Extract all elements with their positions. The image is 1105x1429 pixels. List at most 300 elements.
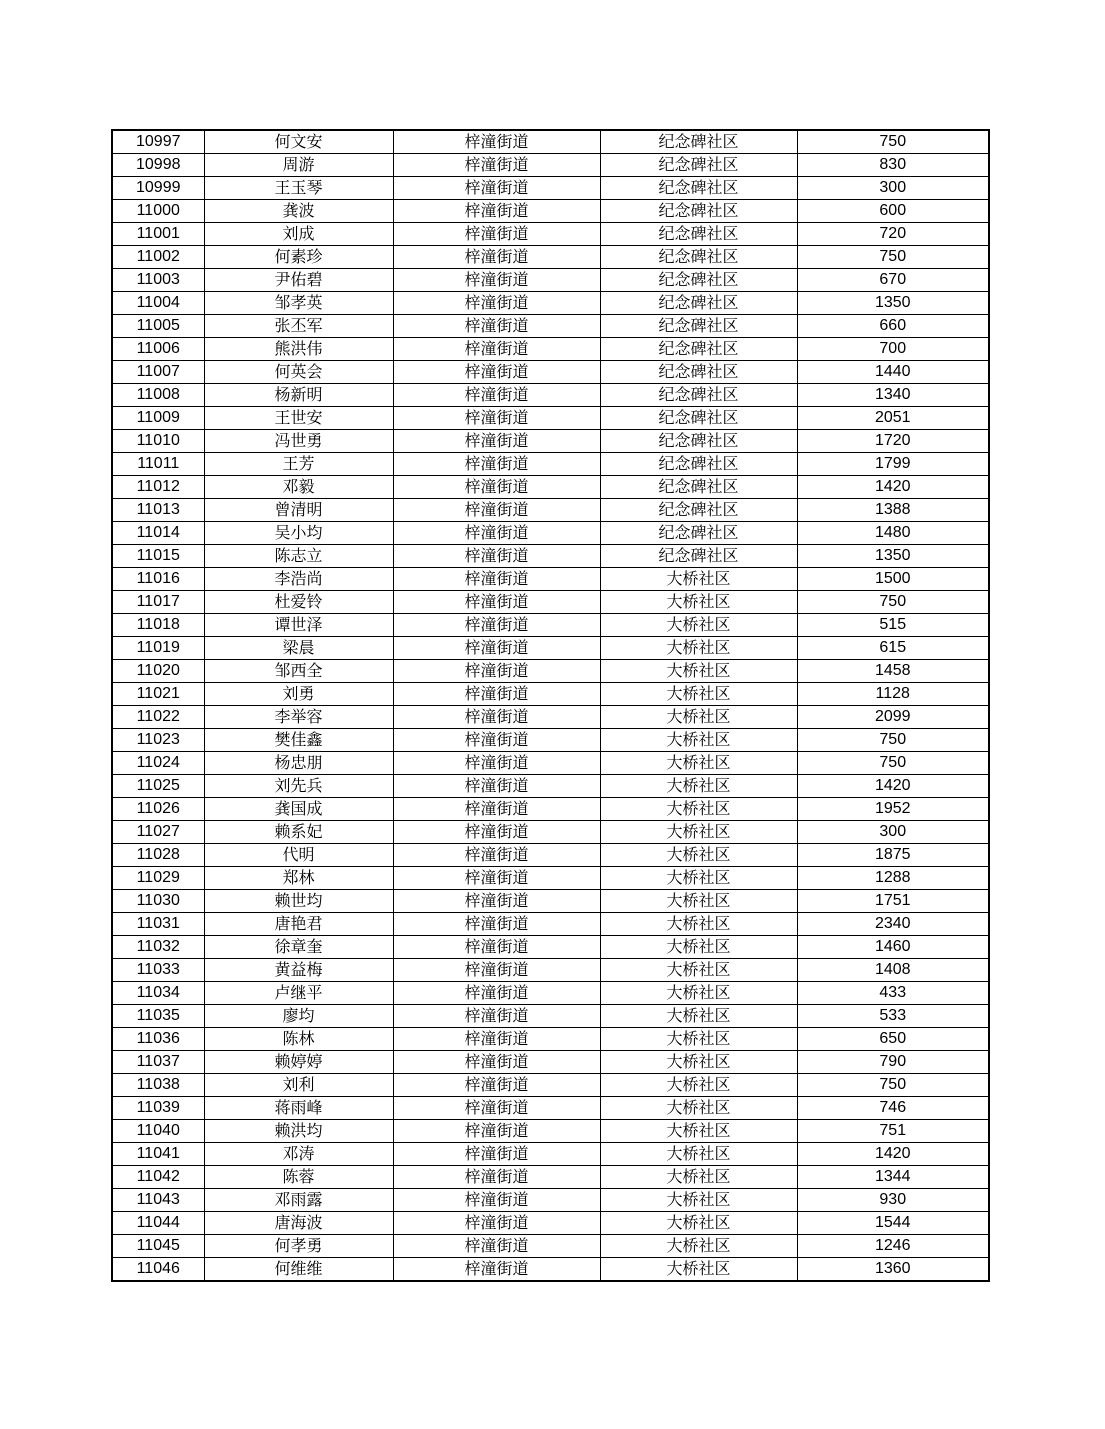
cell-community: 大桥社区 bbox=[600, 1028, 797, 1051]
cell-name: 赖婷婷 bbox=[204, 1051, 393, 1074]
cell-name: 赖系妃 bbox=[204, 821, 393, 844]
cell-amount: 433 bbox=[797, 982, 989, 1005]
cell-id: 11027 bbox=[112, 821, 204, 844]
cell-id: 10997 bbox=[112, 130, 204, 154]
cell-id: 11025 bbox=[112, 775, 204, 798]
table-row bbox=[112, 476, 989, 499]
cell-id: 11045 bbox=[112, 1235, 204, 1258]
cell-id: 11022 bbox=[112, 706, 204, 729]
cell-name: 何孝勇 bbox=[204, 1235, 393, 1258]
table-row bbox=[112, 545, 989, 568]
cell-id: 11019 bbox=[112, 637, 204, 660]
cell-amount: 1288 bbox=[797, 867, 989, 890]
cell-amount: 1500 bbox=[797, 568, 989, 591]
cell-amount: 650 bbox=[797, 1028, 989, 1051]
cell-name: 卢继平 bbox=[204, 982, 393, 1005]
table-row bbox=[112, 177, 989, 200]
cell-name: 龚国成 bbox=[204, 798, 393, 821]
table-row bbox=[112, 522, 989, 545]
cell-id: 11005 bbox=[112, 315, 204, 338]
cell-community: 大桥社区 bbox=[600, 890, 797, 913]
table-row bbox=[112, 867, 989, 890]
table-row bbox=[112, 1028, 989, 1051]
cell-id: 10999 bbox=[112, 177, 204, 200]
cell-name: 陈蓉 bbox=[204, 1166, 393, 1189]
cell-community: 纪念碑社区 bbox=[600, 269, 797, 292]
cell-id: 11010 bbox=[112, 430, 204, 453]
cell-amount: 750 bbox=[797, 591, 989, 614]
cell-community: 纪念碑社区 bbox=[600, 430, 797, 453]
cell-community: 大桥社区 bbox=[600, 821, 797, 844]
cell-id: 11044 bbox=[112, 1212, 204, 1235]
cell-name: 周游 bbox=[204, 154, 393, 177]
table-row bbox=[112, 407, 989, 430]
cell-street: 梓潼街道 bbox=[393, 959, 600, 982]
cell-street: 梓潼街道 bbox=[393, 1166, 600, 1189]
cell-name: 黄益梅 bbox=[204, 959, 393, 982]
cell-name: 吴小均 bbox=[204, 522, 393, 545]
table-row bbox=[112, 591, 989, 614]
table-row bbox=[112, 1143, 989, 1166]
cell-street: 梓潼街道 bbox=[393, 499, 600, 522]
table-row bbox=[112, 821, 989, 844]
cell-street: 梓潼街道 bbox=[393, 936, 600, 959]
cell-id: 11020 bbox=[112, 660, 204, 683]
cell-community: 大桥社区 bbox=[600, 1189, 797, 1212]
table-row bbox=[112, 315, 989, 338]
cell-street: 梓潼街道 bbox=[393, 223, 600, 246]
table-row bbox=[112, 1189, 989, 1212]
cell-amount: 2099 bbox=[797, 706, 989, 729]
table-row bbox=[112, 1120, 989, 1143]
cell-name: 何文安 bbox=[204, 130, 393, 154]
cell-street: 梓潼街道 bbox=[393, 407, 600, 430]
cell-id: 11029 bbox=[112, 867, 204, 890]
cell-community: 纪念碑社区 bbox=[600, 453, 797, 476]
cell-amount: 750 bbox=[797, 1074, 989, 1097]
cell-amount: 1440 bbox=[797, 361, 989, 384]
cell-street: 梓潼街道 bbox=[393, 384, 600, 407]
cell-amount: 750 bbox=[797, 752, 989, 775]
cell-amount: 1344 bbox=[797, 1166, 989, 1189]
cell-amount: 751 bbox=[797, 1120, 989, 1143]
cell-street: 梓潼街道 bbox=[393, 1189, 600, 1212]
cell-name: 王玉琴 bbox=[204, 177, 393, 200]
table-row bbox=[112, 660, 989, 683]
cell-amount: 700 bbox=[797, 338, 989, 361]
table-row bbox=[112, 130, 989, 154]
cell-amount: 750 bbox=[797, 130, 989, 154]
cell-street: 梓潼街道 bbox=[393, 476, 600, 499]
cell-community: 大桥社区 bbox=[600, 568, 797, 591]
cell-street: 梓潼街道 bbox=[393, 361, 600, 384]
table-row bbox=[112, 430, 989, 453]
cell-id: 11028 bbox=[112, 844, 204, 867]
cell-amount: 1408 bbox=[797, 959, 989, 982]
cell-community: 纪念碑社区 bbox=[600, 545, 797, 568]
cell-amount: 1246 bbox=[797, 1235, 989, 1258]
cell-id: 11040 bbox=[112, 1120, 204, 1143]
cell-id: 11003 bbox=[112, 269, 204, 292]
cell-community: 大桥社区 bbox=[600, 660, 797, 683]
cell-community: 大桥社区 bbox=[600, 637, 797, 660]
cell-amount: 830 bbox=[797, 154, 989, 177]
cell-name: 陈林 bbox=[204, 1028, 393, 1051]
cell-street: 梓潼街道 bbox=[393, 200, 600, 223]
cell-community: 大桥社区 bbox=[600, 982, 797, 1005]
cell-street: 梓潼街道 bbox=[393, 177, 600, 200]
cell-community: 大桥社区 bbox=[600, 591, 797, 614]
table-row bbox=[112, 1051, 989, 1074]
table-body bbox=[112, 130, 989, 1281]
cell-id: 11004 bbox=[112, 292, 204, 315]
cell-amount: 1360 bbox=[797, 1258, 989, 1282]
cell-amount: 750 bbox=[797, 246, 989, 269]
cell-id: 11039 bbox=[112, 1097, 204, 1120]
cell-community: 大桥社区 bbox=[600, 936, 797, 959]
cell-name: 唐海波 bbox=[204, 1212, 393, 1235]
cell-community: 大桥社区 bbox=[600, 614, 797, 637]
cell-community: 纪念碑社区 bbox=[600, 130, 797, 154]
cell-community: 纪念碑社区 bbox=[600, 384, 797, 407]
cell-amount: 1751 bbox=[797, 890, 989, 913]
cell-id: 11011 bbox=[112, 453, 204, 476]
table-row bbox=[112, 1097, 989, 1120]
cell-community: 大桥社区 bbox=[600, 775, 797, 798]
cell-id: 11016 bbox=[112, 568, 204, 591]
cell-community: 纪念碑社区 bbox=[600, 223, 797, 246]
cell-id: 10998 bbox=[112, 154, 204, 177]
cell-street: 梓潼街道 bbox=[393, 1258, 600, 1282]
cell-amount: 660 bbox=[797, 315, 989, 338]
cell-street: 梓潼街道 bbox=[393, 130, 600, 154]
cell-name: 邹孝英 bbox=[204, 292, 393, 315]
cell-street: 梓潼街道 bbox=[393, 430, 600, 453]
cell-id: 11036 bbox=[112, 1028, 204, 1051]
cell-id: 11035 bbox=[112, 1005, 204, 1028]
cell-name: 郑林 bbox=[204, 867, 393, 890]
cell-street: 梓潼街道 bbox=[393, 913, 600, 936]
cell-id: 11021 bbox=[112, 683, 204, 706]
cell-amount: 750 bbox=[797, 729, 989, 752]
cell-amount: 720 bbox=[797, 223, 989, 246]
cell-street: 梓潼街道 bbox=[393, 637, 600, 660]
cell-street: 梓潼街道 bbox=[393, 522, 600, 545]
cell-name: 梁晨 bbox=[204, 637, 393, 660]
cell-street: 梓潼街道 bbox=[393, 1005, 600, 1028]
cell-name: 熊洪伟 bbox=[204, 338, 393, 361]
cell-community: 大桥社区 bbox=[600, 1212, 797, 1235]
table-row bbox=[112, 568, 989, 591]
cell-street: 梓潼街道 bbox=[393, 683, 600, 706]
cell-name: 蒋雨峰 bbox=[204, 1097, 393, 1120]
cell-community: 纪念碑社区 bbox=[600, 246, 797, 269]
cell-street: 梓潼街道 bbox=[393, 292, 600, 315]
cell-community: 大桥社区 bbox=[600, 683, 797, 706]
cell-name: 何英会 bbox=[204, 361, 393, 384]
cell-id: 11012 bbox=[112, 476, 204, 499]
cell-name: 曾清明 bbox=[204, 499, 393, 522]
table-row bbox=[112, 775, 989, 798]
cell-id: 11033 bbox=[112, 959, 204, 982]
cell-name: 樊佳鑫 bbox=[204, 729, 393, 752]
cell-amount: 1340 bbox=[797, 384, 989, 407]
cell-street: 梓潼街道 bbox=[393, 1028, 600, 1051]
cell-name: 谭世泽 bbox=[204, 614, 393, 637]
table-row bbox=[112, 384, 989, 407]
cell-name: 刘勇 bbox=[204, 683, 393, 706]
cell-name: 刘成 bbox=[204, 223, 393, 246]
cell-name: 李浩尚 bbox=[204, 568, 393, 591]
cell-name: 冯世勇 bbox=[204, 430, 393, 453]
cell-street: 梓潼街道 bbox=[393, 729, 600, 752]
cell-name: 陈志立 bbox=[204, 545, 393, 568]
cell-amount: 533 bbox=[797, 1005, 989, 1028]
cell-amount: 1875 bbox=[797, 844, 989, 867]
cell-name: 李举容 bbox=[204, 706, 393, 729]
cell-community: 大桥社区 bbox=[600, 798, 797, 821]
cell-name: 何维维 bbox=[204, 1258, 393, 1282]
cell-name: 刘先兵 bbox=[204, 775, 393, 798]
table-row bbox=[112, 246, 989, 269]
table-row bbox=[112, 499, 989, 522]
cell-amount: 1799 bbox=[797, 453, 989, 476]
cell-name: 邹西全 bbox=[204, 660, 393, 683]
cell-street: 梓潼街道 bbox=[393, 154, 600, 177]
cell-amount: 300 bbox=[797, 821, 989, 844]
table-row bbox=[112, 706, 989, 729]
cell-name: 唐艳君 bbox=[204, 913, 393, 936]
table-row bbox=[112, 959, 989, 982]
cell-street: 梓潼街道 bbox=[393, 982, 600, 1005]
table-row bbox=[112, 913, 989, 936]
cell-street: 梓潼街道 bbox=[393, 798, 600, 821]
cell-id: 11009 bbox=[112, 407, 204, 430]
cell-id: 11006 bbox=[112, 338, 204, 361]
cell-community: 大桥社区 bbox=[600, 729, 797, 752]
cell-community: 大桥社区 bbox=[600, 1235, 797, 1258]
cell-street: 梓潼街道 bbox=[393, 246, 600, 269]
cell-id: 11017 bbox=[112, 591, 204, 614]
cell-street: 梓潼街道 bbox=[393, 660, 600, 683]
cell-amount: 1388 bbox=[797, 499, 989, 522]
cell-street: 梓潼街道 bbox=[393, 545, 600, 568]
table-row bbox=[112, 338, 989, 361]
cell-community: 纪念碑社区 bbox=[600, 315, 797, 338]
cell-community: 纪念碑社区 bbox=[600, 476, 797, 499]
table-row bbox=[112, 223, 989, 246]
cell-street: 梓潼街道 bbox=[393, 706, 600, 729]
cell-amount: 1350 bbox=[797, 292, 989, 315]
cell-community: 大桥社区 bbox=[600, 867, 797, 890]
table-row bbox=[112, 453, 989, 476]
cell-street: 梓潼街道 bbox=[393, 315, 600, 338]
cell-id: 11038 bbox=[112, 1074, 204, 1097]
cell-name: 邓雨露 bbox=[204, 1189, 393, 1212]
cell-amount: 746 bbox=[797, 1097, 989, 1120]
cell-amount: 1544 bbox=[797, 1212, 989, 1235]
table-row bbox=[112, 936, 989, 959]
cell-community: 纪念碑社区 bbox=[600, 292, 797, 315]
table-row bbox=[112, 683, 989, 706]
cell-id: 11032 bbox=[112, 936, 204, 959]
cell-amount: 1458 bbox=[797, 660, 989, 683]
cell-id: 11008 bbox=[112, 384, 204, 407]
cell-community: 大桥社区 bbox=[600, 1166, 797, 1189]
cell-community: 纪念碑社区 bbox=[600, 338, 797, 361]
cell-street: 梓潼街道 bbox=[393, 890, 600, 913]
cell-name: 廖均 bbox=[204, 1005, 393, 1028]
cell-amount: 1350 bbox=[797, 545, 989, 568]
table-row bbox=[112, 637, 989, 660]
table-row bbox=[112, 1005, 989, 1028]
cell-community: 纪念碑社区 bbox=[600, 200, 797, 223]
cell-id: 11026 bbox=[112, 798, 204, 821]
cell-street: 梓潼街道 bbox=[393, 614, 600, 637]
cell-street: 梓潼街道 bbox=[393, 1074, 600, 1097]
cell-amount: 2051 bbox=[797, 407, 989, 430]
cell-community: 大桥社区 bbox=[600, 752, 797, 775]
cell-community: 大桥社区 bbox=[600, 1258, 797, 1282]
cell-street: 梓潼街道 bbox=[393, 1120, 600, 1143]
cell-community: 纪念碑社区 bbox=[600, 499, 797, 522]
table-row bbox=[112, 1258, 989, 1282]
cell-street: 梓潼街道 bbox=[393, 775, 600, 798]
cell-id: 11015 bbox=[112, 545, 204, 568]
cell-id: 11041 bbox=[112, 1143, 204, 1166]
cell-community: 大桥社区 bbox=[600, 1097, 797, 1120]
cell-id: 11042 bbox=[112, 1166, 204, 1189]
cell-amount: 1480 bbox=[797, 522, 989, 545]
cell-amount: 2340 bbox=[797, 913, 989, 936]
cell-name: 龚波 bbox=[204, 200, 393, 223]
table-row bbox=[112, 200, 989, 223]
cell-id: 11046 bbox=[112, 1258, 204, 1282]
cell-amount: 930 bbox=[797, 1189, 989, 1212]
cell-street: 梓潼街道 bbox=[393, 269, 600, 292]
table-row bbox=[112, 614, 989, 637]
table-row bbox=[112, 890, 989, 913]
cell-name: 邓毅 bbox=[204, 476, 393, 499]
data-table bbox=[111, 129, 990, 1282]
cell-amount: 515 bbox=[797, 614, 989, 637]
cell-amount: 1952 bbox=[797, 798, 989, 821]
cell-amount: 1420 bbox=[797, 476, 989, 499]
cell-amount: 670 bbox=[797, 269, 989, 292]
cell-community: 大桥社区 bbox=[600, 913, 797, 936]
cell-name: 尹佑碧 bbox=[204, 269, 393, 292]
cell-name: 张丕军 bbox=[204, 315, 393, 338]
cell-id: 11023 bbox=[112, 729, 204, 752]
table-row bbox=[112, 729, 989, 752]
table-row bbox=[112, 269, 989, 292]
cell-id: 11001 bbox=[112, 223, 204, 246]
cell-id: 11030 bbox=[112, 890, 204, 913]
cell-community: 大桥社区 bbox=[600, 1143, 797, 1166]
cell-community: 纪念碑社区 bbox=[600, 407, 797, 430]
cell-community: 纪念碑社区 bbox=[600, 361, 797, 384]
table-row bbox=[112, 1212, 989, 1235]
cell-id: 11007 bbox=[112, 361, 204, 384]
cell-community: 纪念碑社区 bbox=[600, 522, 797, 545]
cell-name: 王芳 bbox=[204, 453, 393, 476]
cell-name: 何素珍 bbox=[204, 246, 393, 269]
cell-name: 杜爱铃 bbox=[204, 591, 393, 614]
cell-community: 纪念碑社区 bbox=[600, 154, 797, 177]
cell-name: 邓涛 bbox=[204, 1143, 393, 1166]
cell-amount: 1128 bbox=[797, 683, 989, 706]
cell-street: 梓潼街道 bbox=[393, 338, 600, 361]
cell-street: 梓潼街道 bbox=[393, 844, 600, 867]
cell-street: 梓潼街道 bbox=[393, 591, 600, 614]
cell-community: 大桥社区 bbox=[600, 1005, 797, 1028]
cell-id: 11013 bbox=[112, 499, 204, 522]
cell-name: 赖世均 bbox=[204, 890, 393, 913]
table-row bbox=[112, 1235, 989, 1258]
table-row bbox=[112, 798, 989, 821]
cell-id: 11037 bbox=[112, 1051, 204, 1074]
cell-community: 大桥社区 bbox=[600, 959, 797, 982]
cell-street: 梓潼街道 bbox=[393, 1235, 600, 1258]
table-row bbox=[112, 1166, 989, 1189]
cell-id: 11002 bbox=[112, 246, 204, 269]
cell-street: 梓潼街道 bbox=[393, 1143, 600, 1166]
cell-community: 纪念碑社区 bbox=[600, 177, 797, 200]
cell-community: 大桥社区 bbox=[600, 1120, 797, 1143]
cell-name: 杨忠朋 bbox=[204, 752, 393, 775]
cell-community: 大桥社区 bbox=[600, 706, 797, 729]
table-row bbox=[112, 1074, 989, 1097]
cell-street: 梓潼街道 bbox=[393, 1097, 600, 1120]
cell-amount: 615 bbox=[797, 637, 989, 660]
cell-amount: 1420 bbox=[797, 775, 989, 798]
table-row bbox=[112, 154, 989, 177]
cell-amount: 790 bbox=[797, 1051, 989, 1074]
table-row bbox=[112, 752, 989, 775]
cell-street: 梓潼街道 bbox=[393, 752, 600, 775]
cell-id: 11043 bbox=[112, 1189, 204, 1212]
cell-name: 刘利 bbox=[204, 1074, 393, 1097]
cell-id: 11018 bbox=[112, 614, 204, 637]
cell-community: 大桥社区 bbox=[600, 1051, 797, 1074]
cell-amount: 300 bbox=[797, 177, 989, 200]
cell-name: 赖洪均 bbox=[204, 1120, 393, 1143]
cell-amount: 1420 bbox=[797, 1143, 989, 1166]
cell-id: 11014 bbox=[112, 522, 204, 545]
cell-id: 11024 bbox=[112, 752, 204, 775]
cell-community: 大桥社区 bbox=[600, 1074, 797, 1097]
cell-community: 大桥社区 bbox=[600, 844, 797, 867]
cell-amount: 1460 bbox=[797, 936, 989, 959]
cell-street: 梓潼街道 bbox=[393, 1051, 600, 1074]
cell-street: 梓潼街道 bbox=[393, 867, 600, 890]
table-row bbox=[112, 292, 989, 315]
cell-street: 梓潼街道 bbox=[393, 568, 600, 591]
table-row bbox=[112, 361, 989, 384]
cell-street: 梓潼街道 bbox=[393, 821, 600, 844]
table-row bbox=[112, 982, 989, 1005]
cell-street: 梓潼街道 bbox=[393, 1212, 600, 1235]
cell-name: 王世安 bbox=[204, 407, 393, 430]
cell-name: 徐章奎 bbox=[204, 936, 393, 959]
cell-street: 梓潼街道 bbox=[393, 453, 600, 476]
cell-id: 11031 bbox=[112, 913, 204, 936]
cell-name: 代明 bbox=[204, 844, 393, 867]
cell-id: 11034 bbox=[112, 982, 204, 1005]
cell-name: 杨新明 bbox=[204, 384, 393, 407]
cell-amount: 1720 bbox=[797, 430, 989, 453]
cell-amount: 600 bbox=[797, 200, 989, 223]
